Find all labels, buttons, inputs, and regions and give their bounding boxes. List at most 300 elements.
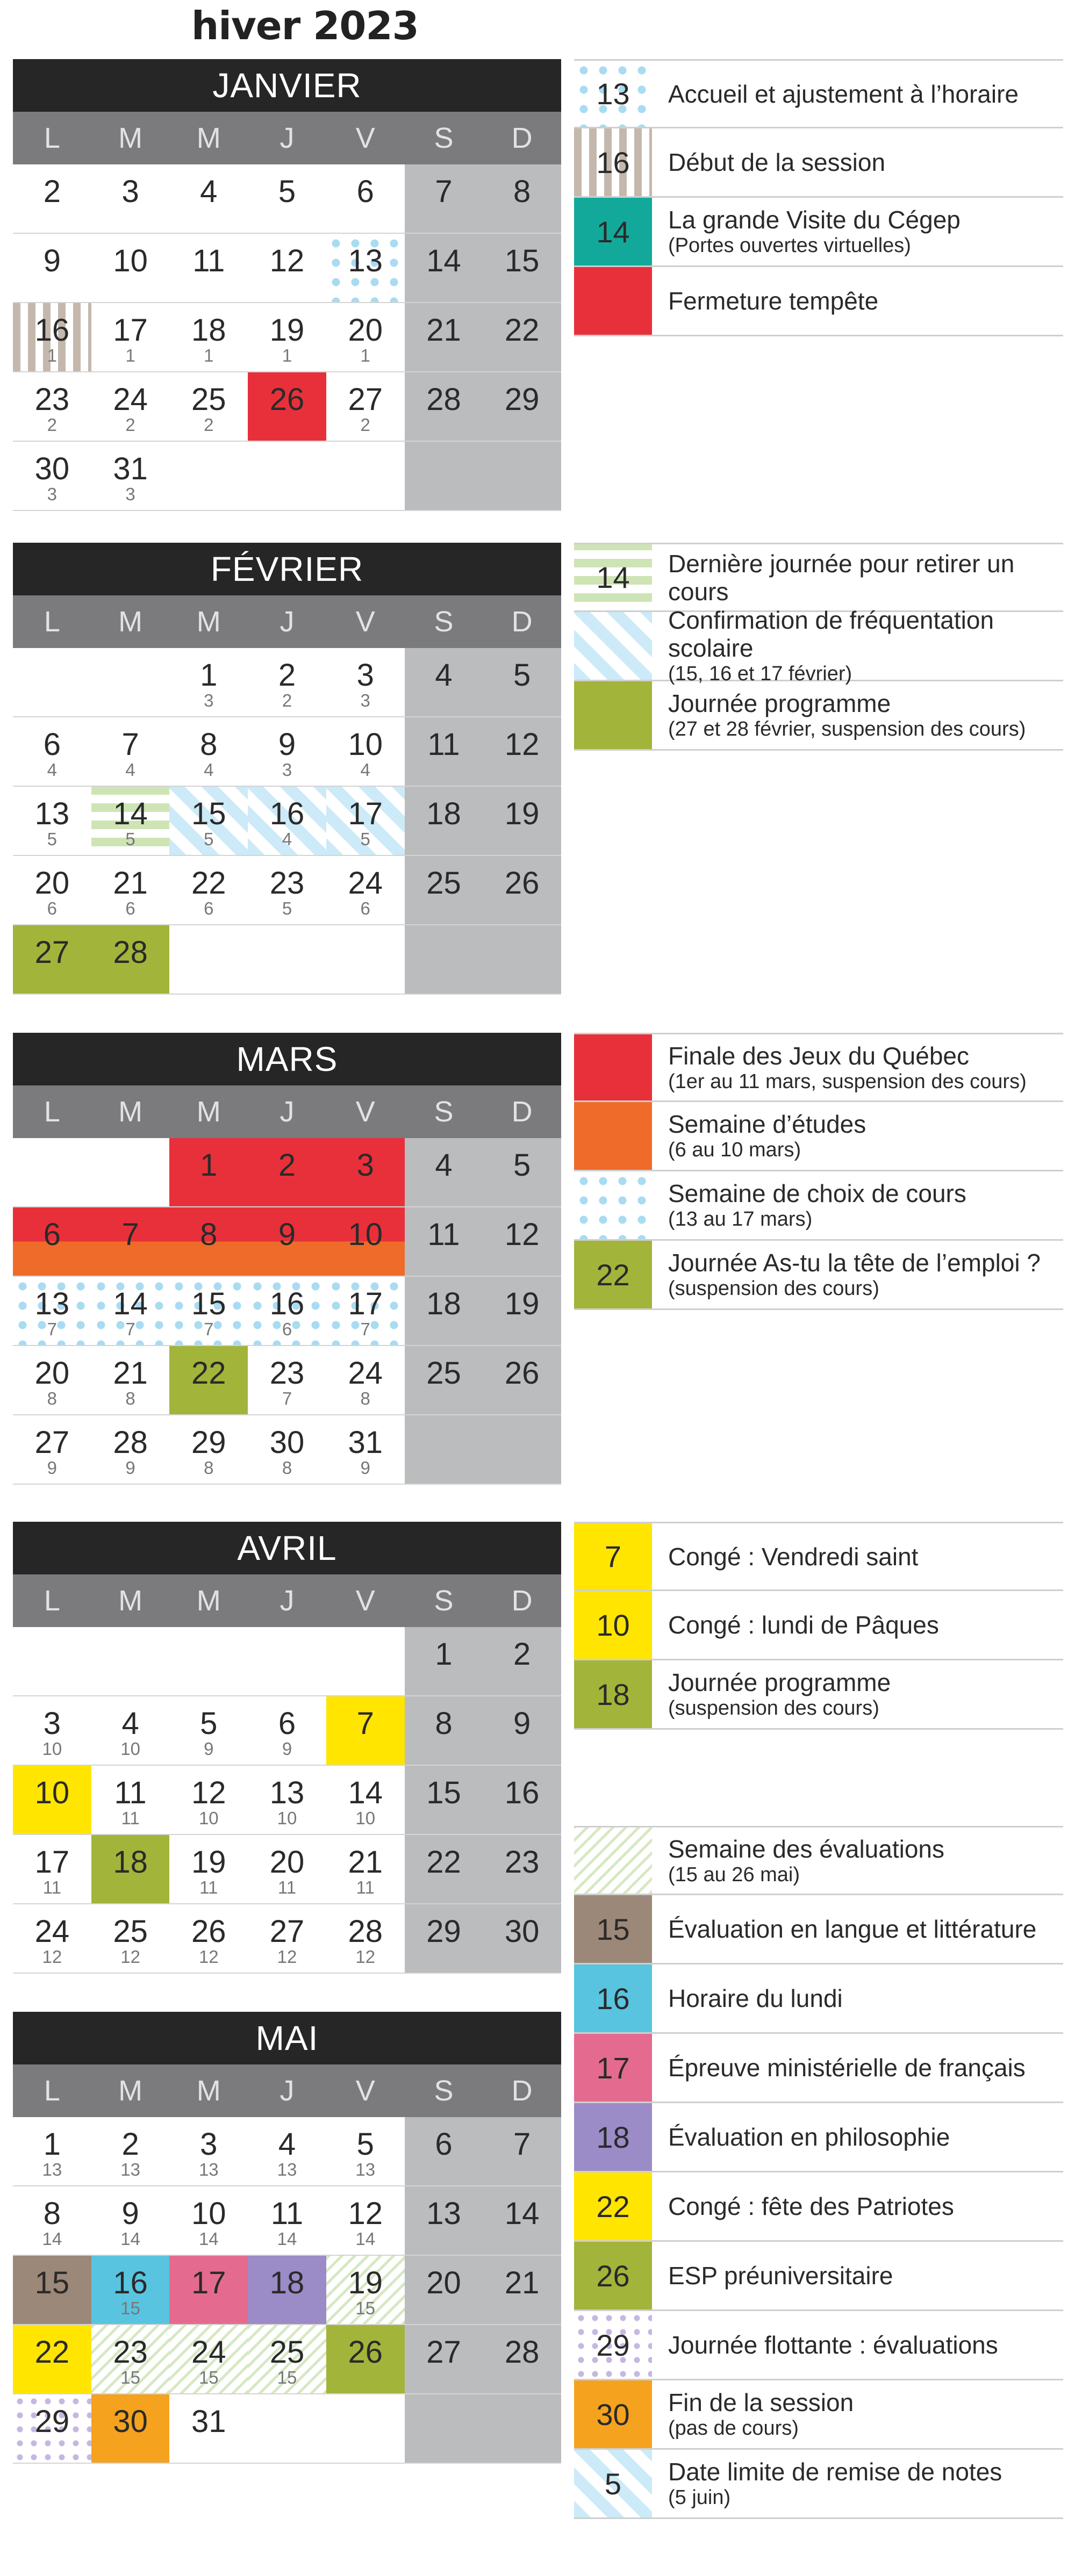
week-number: 14: [355, 2229, 376, 2249]
day-number: 22: [426, 1845, 461, 1880]
week-number: 6: [360, 898, 370, 918]
day-number: 9: [278, 1217, 296, 1252]
legend-label: Journée programme: [668, 1668, 891, 1696]
legend-group-evaluations: [574, 1826, 1063, 2519]
day-cell: [326, 1835, 405, 1903]
day-number: 19: [504, 796, 540, 831]
day-number: 21: [426, 313, 461, 348]
week-number: 15: [120, 2298, 140, 2318]
day-number: 13: [426, 2196, 461, 2231]
day-cell: [248, 1766, 326, 1834]
legend-group-mars: [574, 1033, 1063, 1310]
day-cell: [326, 2325, 405, 2393]
day-number: 7: [513, 2127, 531, 2162]
week-row: [13, 2186, 561, 2256]
day-cell: [169, 1138, 248, 1206]
legend-day-number: 29: [596, 2328, 630, 2362]
day-number: 29: [426, 1914, 461, 1949]
day-cell: [248, 856, 326, 924]
day-cell: [13, 303, 91, 371]
day-cell: [13, 2117, 91, 2185]
day-cell: [405, 856, 483, 924]
day-number: 23: [113, 2335, 148, 2370]
day-cell: [483, 717, 561, 786]
day-number: 17: [113, 313, 148, 348]
day-number: 20: [269, 1845, 305, 1880]
day-cell: [483, 1904, 561, 1973]
day-cell: [326, 1696, 405, 1765]
day-cell: [326, 925, 405, 994]
legend-sublabel: (15 au 26 mai): [668, 1863, 800, 1886]
weekday-header-row: [13, 1574, 561, 1627]
day-number: [13, 648, 91, 660]
day-number: 26: [504, 866, 540, 901]
day-number: 9: [513, 1706, 531, 1741]
day-cell: [326, 303, 405, 371]
week-number: 15: [277, 2368, 297, 2387]
day-number: 6: [43, 727, 61, 762]
week-number: 14: [277, 2229, 297, 2249]
legend-text: [652, 1523, 918, 1589]
weekday-label: D: [511, 2075, 533, 2107]
day-number: 30: [113, 2404, 148, 2439]
day-number: 28: [348, 1914, 383, 1949]
day-cell: [405, 1766, 483, 1834]
week-number: 8: [47, 1388, 58, 1408]
day-cell: [169, 1835, 248, 1903]
day-cell: [483, 2256, 561, 2324]
week-number: 8: [125, 1388, 135, 1408]
day-number: 8: [200, 727, 218, 762]
day-cell: [91, 1207, 170, 1276]
month-name: AVRIL: [13, 1522, 561, 1574]
legend-item: [574, 2034, 1063, 2103]
day-cell: [248, 372, 326, 441]
weekday-label: V: [355, 2075, 375, 2107]
legend-swatch: [574, 681, 652, 749]
day-number: 9: [43, 243, 61, 278]
day-cell: [169, 1207, 248, 1276]
day-number: 10: [34, 1775, 70, 1810]
day-number: 21: [504, 2265, 540, 2300]
weekday-label: S: [434, 1096, 454, 1128]
day-number: 16: [269, 796, 305, 831]
week-row: [13, 787, 561, 856]
week-number: 2: [360, 415, 370, 435]
legend-label: Semaine d’études: [668, 1110, 866, 1138]
day-number: 2: [513, 1637, 531, 1672]
week-row: [13, 1346, 561, 1415]
day-cell: [248, 1696, 326, 1765]
page-title: hiver 2023: [191, 3, 419, 48]
week-row: [13, 164, 561, 234]
weekday-label: J: [280, 1096, 295, 1128]
week-number: 15: [355, 2298, 376, 2318]
day-cell: [91, 1627, 170, 1695]
week-row: [13, 1766, 561, 1835]
legend-sublabel: (5 juin): [668, 2486, 731, 2509]
day-cell: [169, 372, 248, 441]
day-number: 15: [34, 2265, 70, 2300]
legend-item: [574, 128, 1063, 198]
legend-item: [574, 1826, 1063, 1895]
day-cell: [248, 1835, 326, 1903]
month-name: MARS: [13, 1033, 561, 1085]
week-number: 14: [120, 2229, 140, 2249]
legend-swatch: [574, 1827, 652, 1894]
legend-sublabel: (suspension des cours): [668, 1697, 879, 1719]
day-number: [169, 925, 248, 937]
weekday-label: S: [434, 606, 454, 638]
day-cell: [169, 648, 248, 716]
legend-sublabel: (suspension des cours): [668, 1277, 879, 1300]
day-cell: [248, 2394, 326, 2463]
day-number: 5: [278, 174, 296, 209]
week-number: 8: [360, 1388, 370, 1408]
week-number: 3: [204, 690, 214, 710]
week-number: 1: [125, 346, 135, 365]
legend-swatch: [574, 1034, 652, 1100]
week-number: 10: [42, 1739, 62, 1759]
day-cell: [405, 1835, 483, 1903]
day-cell: [483, 1835, 561, 1903]
weekday-label: J: [280, 2075, 295, 2107]
day-number: 3: [200, 2127, 218, 2162]
day-number: [405, 2394, 483, 2406]
legend-text: [652, 1965, 843, 2032]
legend-swatch: [574, 2450, 652, 2517]
day-cell: [169, 787, 248, 855]
legend-text: [652, 128, 885, 196]
day-cell: [13, 1277, 91, 1345]
day-number: [248, 2394, 326, 2406]
legend-text: [652, 2103, 950, 2171]
day-number: 25: [113, 1914, 148, 1949]
legend-label: ESP préuniversitaire: [668, 2262, 893, 2290]
week-number: 4: [47, 760, 58, 780]
legend-text: [652, 2380, 854, 2448]
day-number: [405, 925, 483, 937]
legend-day-number: 22: [596, 2189, 630, 2224]
day-number: [91, 1627, 170, 1639]
day-number: [483, 1415, 561, 1427]
day-number: 4: [435, 1148, 453, 1183]
legend-text: [652, 267, 878, 335]
weekday-header-row: [13, 112, 561, 164]
day-cell: [483, 787, 561, 855]
week-number: 11: [277, 1877, 297, 1897]
day-cell: [13, 372, 91, 441]
legend-day-number: 15: [596, 1912, 630, 1946]
legend-label: Finale des Jeux du Québec: [668, 1041, 970, 1070]
legend-label: Horaire du lundi: [668, 1984, 843, 2012]
day-number: 10: [113, 243, 148, 278]
day-number: 25: [191, 382, 226, 417]
day-cell: [405, 648, 483, 716]
day-cell: [169, 1277, 248, 1345]
day-number: 1: [435, 1637, 453, 1672]
day-number: 13: [34, 796, 70, 831]
day-cell: [326, 1415, 405, 1484]
day-number: 2: [121, 2127, 139, 2162]
day-cell: [483, 1346, 561, 1414]
week-number: 10: [355, 1808, 376, 1828]
day-number: 14: [113, 1286, 148, 1321]
week-number: 13: [120, 2160, 140, 2179]
weekday-label: D: [511, 606, 533, 638]
day-number: 9: [278, 727, 296, 762]
weekday-label: M: [118, 1585, 143, 1617]
week-number: 10: [277, 1808, 297, 1828]
legend-day-number: 14: [596, 214, 630, 249]
legend-day-number: 7: [604, 1539, 622, 1573]
legend-sublabel: (pas de cours): [668, 2417, 799, 2440]
day-cell: [248, 234, 326, 302]
day-cell: [405, 1627, 483, 1695]
day-number: 3: [356, 658, 374, 693]
day-number: 26: [504, 1356, 540, 1391]
day-cell: [91, 925, 170, 994]
day-cell: [91, 2117, 170, 2185]
weekday-label: M: [118, 1096, 143, 1128]
day-cell: [405, 442, 483, 510]
day-number: 6: [278, 1706, 296, 1741]
day-number: 7: [435, 174, 453, 209]
week-number: 9: [282, 1739, 292, 1759]
week-number: 6: [282, 1319, 292, 1339]
day-cell: [13, 164, 91, 233]
week-row: [13, 303, 561, 372]
day-number: 21: [348, 1845, 383, 1880]
legend-item: [574, 1241, 1063, 1310]
week-row: [13, 1207, 561, 1277]
weekday-label: L: [44, 1096, 60, 1128]
week-number: 4: [360, 760, 370, 780]
week-number: 5: [360, 829, 370, 849]
day-number: [405, 442, 483, 454]
day-cell: [13, 2256, 91, 2324]
legend-day-number: 18: [596, 2120, 630, 2154]
legend-item: [574, 2380, 1063, 2450]
week-number: 12: [198, 1947, 219, 1967]
day-cell: [248, 2256, 326, 2324]
day-cell: [483, 1138, 561, 1206]
day-number: 8: [513, 174, 531, 209]
day-number: [91, 1138, 170, 1150]
week-number: 12: [355, 1947, 376, 1967]
legend-text: [652, 1660, 891, 1728]
day-cell: [91, 2256, 170, 2324]
day-number: 12: [191, 1775, 226, 1810]
day-number: 4: [200, 174, 218, 209]
legend-day-number: 17: [596, 2050, 630, 2085]
month-calendar-mai: [13, 2012, 561, 2464]
day-number: 31: [113, 451, 148, 486]
legend-item: [574, 543, 1063, 612]
legend-item: [574, 1895, 1063, 1965]
week-row: [13, 925, 561, 995]
day-cell: [248, 164, 326, 233]
day-number: 11: [427, 727, 460, 762]
weekday-label: D: [511, 1585, 533, 1617]
day-cell: [13, 234, 91, 302]
day-number: 29: [34, 2404, 70, 2439]
day-cell: [483, 1277, 561, 1345]
day-cell: [405, 1277, 483, 1345]
day-cell: [405, 234, 483, 302]
day-number: 6: [43, 1217, 61, 1252]
day-number: 24: [34, 1914, 70, 1949]
day-number: 4: [121, 1706, 139, 1741]
day-number: 28: [113, 1425, 148, 1460]
legend-label: Congé : fête des Patriotes: [668, 2192, 954, 2220]
day-cell: [13, 2394, 91, 2463]
day-cell: [483, 648, 561, 716]
weekday-label: S: [434, 2075, 454, 2107]
day-cell: [169, 164, 248, 233]
legend-item: [574, 2242, 1063, 2311]
week-number: 13: [277, 2160, 297, 2179]
day-cell: [326, 856, 405, 924]
week-number: 3: [125, 484, 135, 504]
day-cell: [13, 1835, 91, 1903]
legend-text: [652, 2242, 893, 2309]
legend-label: La grande Visite du Cégep: [668, 206, 961, 234]
day-cell: [483, 303, 561, 371]
day-number: 10: [348, 727, 383, 762]
weekday-label: M: [118, 2075, 143, 2107]
day-cell: [91, 787, 170, 855]
day-number: [483, 925, 561, 937]
day-cell: [169, 925, 248, 994]
legend-swatch: [574, 198, 652, 265]
day-number: 7: [121, 727, 139, 762]
week-number: 7: [125, 1319, 135, 1339]
legend-label: Accueil et ajustement à l’horaire: [668, 80, 1019, 108]
day-number: 23: [34, 382, 70, 417]
weekday-label: M: [196, 2075, 221, 2107]
day-number: 23: [504, 1845, 540, 1880]
week-number: 9: [360, 1458, 370, 1478]
day-number: [483, 2394, 561, 2406]
week-number: 5: [204, 829, 214, 849]
week-number: 12: [277, 1947, 297, 1967]
day-number: 26: [191, 1914, 226, 1949]
week-number: 2: [125, 415, 135, 435]
week-number: 9: [204, 1739, 214, 1759]
day-cell: [483, 442, 561, 510]
day-cell: [91, 2394, 170, 2463]
day-number: [326, 442, 405, 454]
day-number: 5: [513, 1148, 531, 1183]
legend-label: Début de la session: [668, 148, 886, 176]
day-number: 11: [270, 2196, 304, 2231]
month-calendar-janvier: [13, 59, 561, 511]
week-number: 8: [204, 1458, 214, 1478]
day-cell: [483, 925, 561, 994]
day-number: 27: [34, 1425, 70, 1460]
day-number: 29: [504, 382, 540, 417]
legend-swatch: [574, 612, 652, 680]
legend-item: [574, 198, 1063, 267]
day-number: 11: [114, 1775, 147, 1810]
day-cell: [405, 164, 483, 233]
legend-swatch: [574, 2103, 652, 2171]
day-number: [13, 1627, 91, 1639]
day-cell: [326, 164, 405, 233]
legend-day-number: 13: [596, 77, 630, 111]
day-number: 8: [435, 1706, 453, 1741]
day-number: 19: [348, 2265, 383, 2300]
week-row: [13, 1627, 561, 1696]
day-cell: [405, 2117, 483, 2185]
day-cell: [91, 1138, 170, 1206]
weekday-label: L: [44, 1585, 60, 1617]
day-cell: [169, 1904, 248, 1973]
day-cell: [326, 2186, 405, 2255]
day-cell: [91, 372, 170, 441]
weekday-label: V: [355, 1585, 375, 1617]
day-cell: [169, 1696, 248, 1765]
day-number: 18: [426, 796, 461, 831]
month-name: JANVIER: [13, 59, 561, 112]
day-cell: [91, 1904, 170, 1973]
legend-swatch: [574, 1102, 652, 1170]
day-cell: [405, 1346, 483, 1414]
weekday-label: M: [196, 122, 221, 154]
day-cell: [169, 2256, 248, 2324]
week-number: 15: [120, 2368, 140, 2387]
day-cell: [326, 787, 405, 855]
day-cell: [91, 2325, 170, 2393]
day-cell: [169, 2186, 248, 2255]
day-cell: [91, 1415, 170, 1484]
day-cell: [326, 717, 405, 786]
week-number: 5: [282, 898, 292, 918]
day-number: 22: [34, 2335, 70, 2370]
day-number: 27: [34, 935, 70, 970]
legend-sublabel: (6 au 10 mars): [668, 1139, 801, 1161]
day-number: 5: [200, 1706, 218, 1741]
week-number: 13: [198, 2160, 219, 2179]
legend-swatch: [574, 267, 652, 335]
day-number: 2: [278, 658, 296, 693]
day-cell: [483, 1415, 561, 1484]
day-cell: [13, 1138, 91, 1206]
weekday-label: M: [196, 1096, 221, 1128]
legend-sublabel: (13 au 17 mars): [668, 1208, 813, 1231]
week-number: 11: [199, 1877, 218, 1897]
day-cell: [326, 1766, 405, 1834]
legend-text: [652, 544, 1063, 610]
day-number: 13: [348, 243, 383, 278]
week-number: 2: [282, 690, 292, 710]
day-number: 12: [504, 1217, 540, 1252]
legend-label: Congé : Vendredi saint: [668, 1542, 919, 1571]
day-cell: [326, 442, 405, 510]
week-number: 2: [204, 415, 214, 435]
week-number: 12: [42, 1947, 62, 1967]
day-number: 31: [348, 1425, 383, 1460]
weekday-label: J: [280, 1585, 295, 1617]
day-cell: [405, 303, 483, 371]
legend-label: Date limite de remise de notes: [668, 2458, 1002, 2486]
legend-swatch: [574, 2242, 652, 2309]
day-cell: [13, 1696, 91, 1765]
legend-swatch: [574, 1241, 652, 1308]
month-name: FÉVRIER: [13, 543, 561, 595]
day-cell: [326, 1277, 405, 1345]
